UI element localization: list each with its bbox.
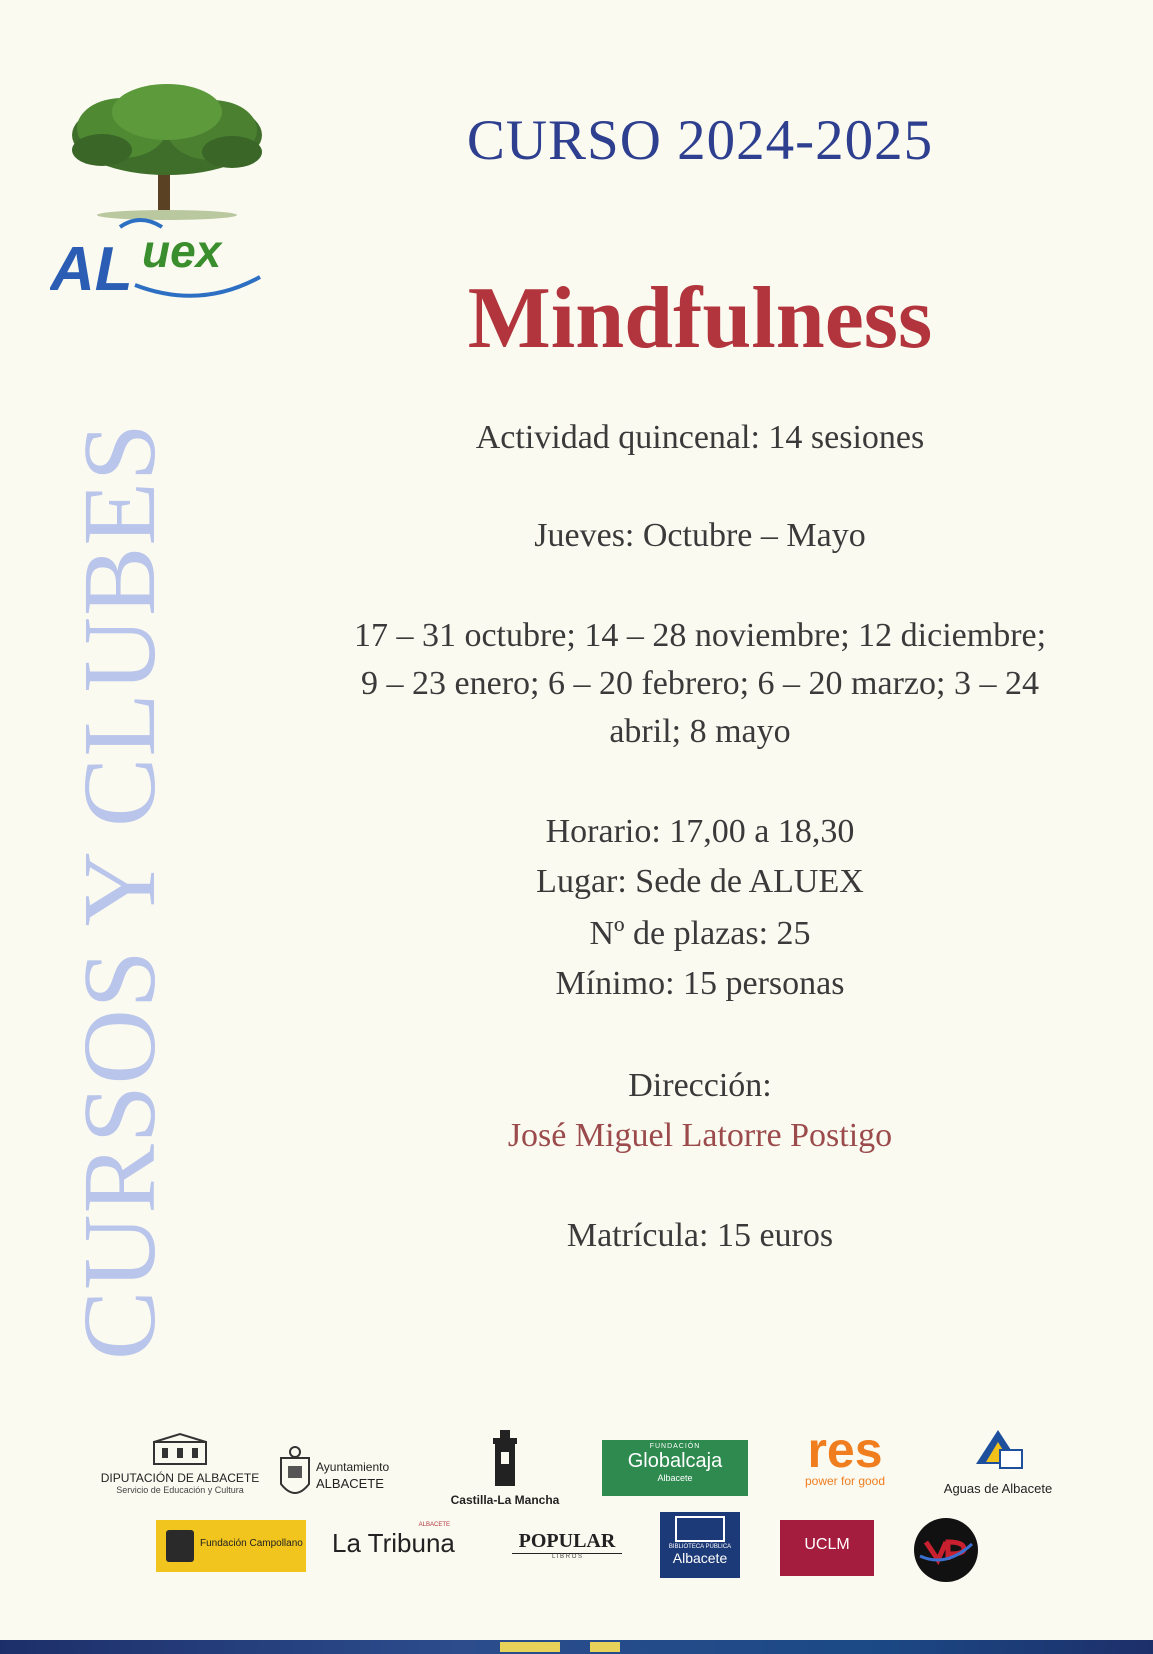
campollano-logo: Fundación Campollano [156, 1520, 306, 1572]
dates-line-3: abril; 8 mayo [609, 713, 791, 750]
director-name: José Miguel Latorre Postigo [507, 1117, 893, 1154]
tower-icon [490, 1428, 520, 1488]
course-title: Mindfulness [467, 270, 933, 367]
aguas-logo: Aguas de Albacete [928, 1428, 1068, 1496]
biblioteca-logo: BIBLIOTECA PÚBLICA Albacete [660, 1512, 740, 1578]
popular-logo: POPULAR L I B R O S [512, 1530, 622, 1560]
globalcaja-logo: FUNDACIÓN Globalcaja Albacete [602, 1440, 748, 1496]
bottom-strip [0, 1640, 1153, 1654]
side-label: CURSOS Y CLUBES [62, 422, 177, 1360]
svg-text:uex: uex [142, 225, 222, 277]
place: Lugar: Sede de ALUEX [536, 863, 864, 900]
tree-icon [62, 80, 272, 220]
frequency: Actividad quincenal: 14 sesiones [475, 419, 925, 456]
schedule: Horario: 17,00 a 18,30 [545, 813, 855, 850]
shield-icon [278, 1446, 312, 1504]
dates-line-2: 9 – 23 enero; 6 – 20 febrero; 6 – 20 marzo; 3 – 24 [361, 665, 1039, 702]
water-icon [970, 1428, 1026, 1476]
svg-text:AL: AL [50, 235, 133, 304]
vp-logo [912, 1516, 980, 1584]
uclm-logo: UCLM [780, 1520, 874, 1576]
days: Jueves: Octubre – Mayo [534, 517, 866, 554]
course-year: CURSO 2024-2025 [466, 109, 934, 172]
res-logo: res power for good [804, 1422, 886, 1488]
book-icon [675, 1516, 725, 1542]
jccm-logo: Castilla-La Mancha [440, 1428, 570, 1507]
fee: Matrícula: 15 euros [566, 1217, 834, 1254]
direction-label: Dirección: [628, 1067, 772, 1104]
aluex-logo [50, 215, 285, 315]
building-icon [150, 1432, 210, 1466]
diputacion-logo: DIPUTACIÓN DE ALBACETE Servicio de Educación y Cultura [90, 1432, 270, 1495]
tribuna-logo: ALBACETE La Tribuna [332, 1522, 455, 1558]
minimum: Mínimo: 15 personas [555, 965, 845, 1002]
dates-line-1: 17 – 31 octubre; 14 – 28 noviembre; 12 diciembre; [353, 617, 1047, 654]
ayuntamiento-logo: Ayuntamiento ALBACETE [278, 1446, 418, 1504]
seats: Nº de plazas: 25 [589, 915, 811, 952]
